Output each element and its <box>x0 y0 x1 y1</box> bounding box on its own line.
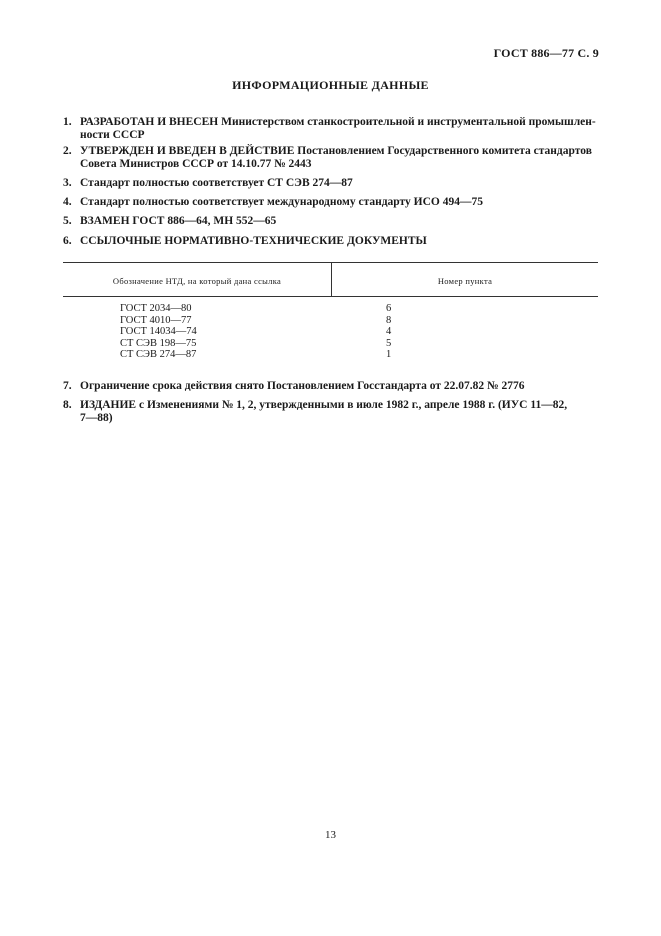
item-text: Стандарт полностью соответствует СТ СЭВ 274—87 <box>80 177 353 189</box>
reference-table <box>63 262 598 368</box>
info-item-1 <box>63 116 603 142</box>
info-item-2 <box>63 145 603 171</box>
info-item-6 <box>63 235 603 248</box>
item-text: РАЗРАБОТАН И ВНЕСЕН Министерством станкостроительной и инструментальной промышлен- <box>80 116 596 128</box>
item-text-continuation: 7—88) <box>80 412 113 424</box>
item-number: 7. <box>63 380 72 392</box>
table-header-clause: Номер пункта <box>437 276 493 286</box>
item-number: 3. <box>63 177 72 189</box>
item-number: 4. <box>63 196 72 208</box>
page-number: 13 <box>325 829 336 841</box>
item-text: ИЗДАНИЕ с Изменениями № 1, 2, утвержденными в июле 1982 г., апреле 1988 г. (ИУС 11—82, <box>80 399 568 411</box>
table-cell-document: СТ СЭВ 274—87 <box>120 349 197 360</box>
item-number: 1. <box>63 116 72 128</box>
table-header-rule <box>63 296 598 297</box>
table-cell-clause: 5 <box>386 337 392 349</box>
table-header-document: Обозначение НТД, на который дана ссылка <box>112 276 282 286</box>
info-item-5 <box>63 215 603 228</box>
info-item-4 <box>63 196 603 209</box>
page-title: ИНФОРМАЦИОННЫЕ ДАННЫЕ <box>232 78 429 92</box>
table-cell-document: ГОСТ 2034—80 <box>120 303 192 314</box>
item-text: ССЫЛОЧНЫЕ НОРМАТИВНО-ТЕХНИЧЕСКИЕ ДОКУМЕНТЫ <box>80 235 427 247</box>
table-cell-clause: 4 <box>386 326 392 337</box>
item-text: Ограничение срока действия снято Постановлением Госстандарта от 22.07.82 № 2776 <box>80 380 525 392</box>
item-text: УТВЕРЖДЕН И ВВЕДЕН В ДЕЙСТВИЕ Постановлением Государственного комитета стандартов <box>80 145 592 157</box>
table-cell-clause: 8 <box>386 314 392 326</box>
item-number: 8. <box>63 399 72 411</box>
table-cell-clause: 1 <box>386 349 392 360</box>
item-text-continuation: Совета Министров СССР от 14.10.77 № 2443 <box>80 158 312 170</box>
table-column-clauses <box>386 303 391 361</box>
document-header-ref: ГОСТ 886—77 С. 9 <box>493 46 599 60</box>
info-item-7 <box>63 380 603 393</box>
info-item-8 <box>63 399 603 425</box>
item-text-continuation: ности СССР <box>80 129 145 141</box>
table-cell-document: ГОСТ 14034—74 <box>120 326 197 337</box>
info-item-3 <box>63 177 603 190</box>
table-cell-document: ГОСТ 4010—77 <box>120 314 192 326</box>
item-number: 5. <box>63 215 72 227</box>
item-number: 6. <box>63 235 72 247</box>
item-text: ВЗАМЕН ГОСТ 886—64, МН 552—65 <box>80 215 277 227</box>
table-column-documents <box>120 303 197 361</box>
item-text: Стандарт полностью соответствует международному стандарту ИСО 494—75 <box>80 196 483 208</box>
table-cell-document: СТ СЭВ 198—75 <box>120 337 197 349</box>
table-cell-clause: 6 <box>386 303 392 314</box>
item-number: 2. <box>63 145 72 157</box>
